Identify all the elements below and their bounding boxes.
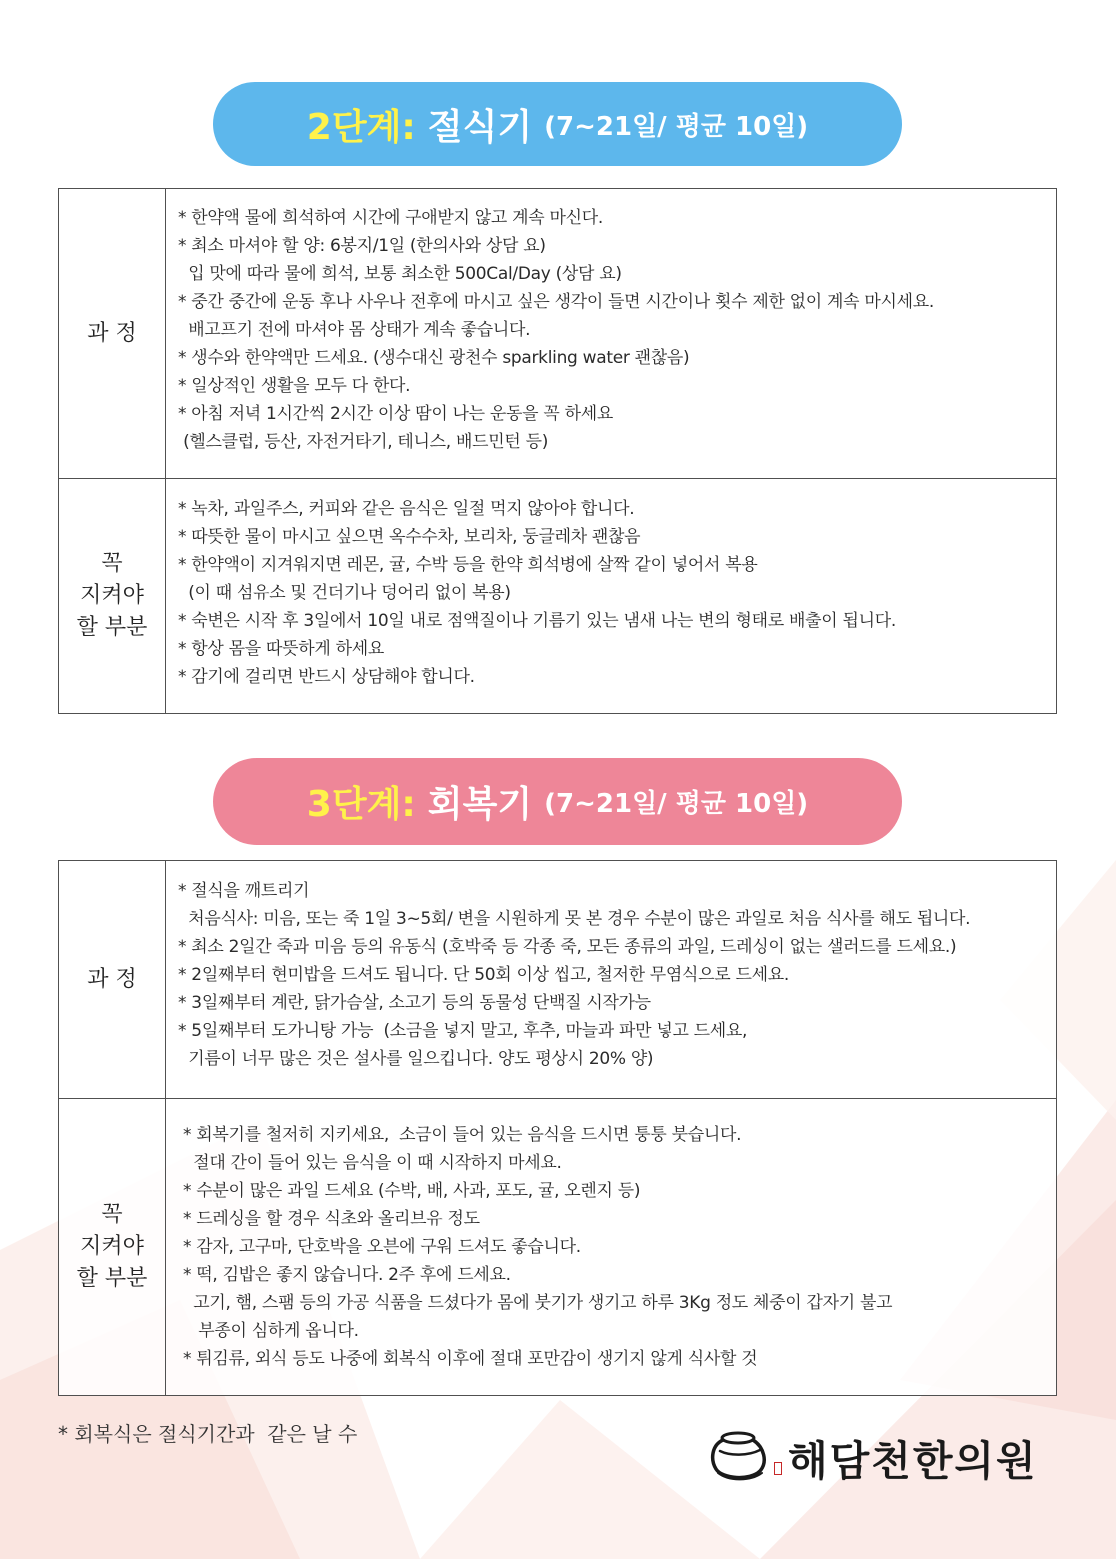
instruction-line: * 떡, 김밥은 좋지 않습니다. 2주 후에 드세요.: [183, 1265, 511, 1285]
instruction-line: * 최소 2일간 죽과 미음 등의 유동식 (호박죽 등 각종 죽, 모든 종류의 과일, 드레싱이 없는 샐러드를 드세요.): [178, 937, 957, 957]
stage-2-table: [58, 188, 1057, 714]
instruction-line: * 튀김류, 외식 등도 나중에 회복식 이후에 절대 포만감이 생기지 않게 식사할 것: [183, 1349, 758, 1369]
instruction-line: * 따뜻한 물이 마시고 싶으면 옥수수차, 보리차, 둥글레차 괜찮음: [178, 527, 641, 547]
process-row: [59, 861, 1056, 1098]
instruction-line: * 중간 중간에 운동 후나 사우나 전후에 마시고 싶은 생각이 들면 시간이나 횟수 제한 없이 계속 마시세요.: [178, 292, 934, 312]
instruction-line: * 드레싱을 할 경우 식초와 올리브유 정도: [183, 1209, 480, 1229]
instruction-line: 입 맛에 따라 물에 희석, 보통 최소한 500Cal/Day (상담 요): [178, 264, 622, 284]
instruction-line: 기름이 너무 많은 것은 설사를 일으킵니다. 양도 평상시 20% 양): [178, 1049, 654, 1069]
instruction-line: * 3일째부터 계란, 닭가슴살, 소고기 등의 동물성 단백질 시작가능: [178, 993, 651, 1013]
footnote: * 회복식은 절식기간과 같은 날 수: [58, 1422, 358, 1446]
instruction-line: 절대 간이 들어 있는 음식을 이 때 시작하지 마세요.: [183, 1153, 562, 1173]
process-row: [59, 189, 1056, 478]
row-header: [59, 1099, 166, 1395]
row-header: [59, 861, 166, 1098]
instruction-line: * 절식을 깨트리기: [178, 881, 310, 901]
row-header-line: 꼭: [101, 551, 123, 576]
stage-period: (7~21일/ 평균 10일): [544, 111, 809, 142]
instruction-line: * 숙변은 시작 후 3일에서 10일 내로 점액질이나 기름기 있는 냄새 나는 변의 형태로 배출이 됩니다.: [178, 611, 896, 631]
instruction-line: * 수분이 많은 과일 드세요 (수박, 배, 사과, 포도, 귤, 오렌지 등): [183, 1181, 641, 1201]
must-keep-row: [59, 478, 1056, 713]
row-content: [166, 1099, 1056, 1395]
stage-label: 2단계:: [306, 106, 416, 148]
row-header-line: 꼭: [101, 1202, 123, 1227]
stage-period: (7~21일/ 평균 10일): [544, 789, 809, 819]
instruction-line: * 감기에 걸리면 반드시 상담해야 합니다.: [178, 667, 475, 687]
instruction-line: * 감자, 고구마, 단호박을 오븐에 구워 드셔도 좋습니다.: [183, 1237, 581, 1257]
row-header-line: 할 부분: [76, 1266, 148, 1291]
instruction-line: 배고프기 전에 마셔야 몸 상태가 계속 좋습니다.: [178, 320, 531, 340]
instruction-line: (헬스클럽, 등산, 자전거타기, 테니스, 배드민턴 등): [178, 432, 549, 452]
seal-icon: [774, 1462, 782, 1475]
logo-text: 해담천한의원: [788, 1436, 1038, 1485]
instruction-line: * 최소 마셔야 할 양: 6봉지/1일 (한의사와 상담 요): [178, 236, 546, 256]
row-header-line: 지켜야: [80, 1234, 144, 1259]
instruction-line: * 한약액 물에 희석하여 시간에 구애받지 않고 계속 마신다.: [178, 208, 603, 228]
instruction-line: (이 때 섬유소 및 건더기나 덩어리 없이 복용): [178, 583, 511, 603]
stage-3-banner: [213, 758, 902, 845]
instruction-line: * 2일째부터 현미밥을 드셔도 됩니다. 단 50회 이상 씹고, 철저한 무염식으로 드세요.: [178, 965, 789, 985]
clinic-logo: [708, 1426, 1058, 1488]
row-content: [166, 189, 1056, 478]
row-header: [59, 479, 166, 713]
stage-2-banner: [213, 82, 902, 166]
instruction-line: * 아침 저녁 1시간씩 2시간 이상 땀이 나는 운동을 꼭 하세요: [178, 404, 613, 424]
instruction-line: * 녹차, 과일주스, 커피와 같은 음식은 일절 먹지 않아야 합니다.: [178, 499, 635, 519]
row-content: [166, 479, 1056, 713]
must-keep-row: [59, 1098, 1056, 1395]
pot-icon: [708, 1429, 772, 1485]
row-header-line: 할 부분: [76, 615, 148, 640]
instruction-line: * 회복기를 철저히 지키세요, 소금이 들어 있는 음식을 드시면 퉁퉁 붓습니다.: [183, 1125, 742, 1145]
instruction-line: 처음식사: 미음, 또는 죽 1일 3~5회/ 변을 시원하게 못 본 경우 수분이 많은 과일로 처음 식사를 해도 됩니다.: [178, 909, 971, 929]
instruction-line: * 항상 몸을 따뜻하게 하세요: [178, 639, 384, 659]
row-header-line: 지켜야: [80, 583, 144, 608]
instruction-line: * 한약액이 지겨워지면 레몬, 귤, 수박 등을 한약 희석병에 살짝 같이 넣어서 복용: [178, 555, 758, 575]
instruction-line: * 생수와 한약액만 드세요. (생수대신 광천수 sparkling water 괜찮음): [178, 348, 690, 368]
row-header-line: 과 정: [87, 320, 137, 346]
stage-name: 회복기: [427, 784, 533, 825]
row-header: [59, 189, 166, 478]
instruction-line: 고기, 햄, 스팸 등의 가공 식품을 드셨다가 몸에 붓기가 생기고 하루 3Kg 정도 체중이 갑자기 불고: [183, 1293, 893, 1313]
stage-name: 절식기: [427, 106, 533, 148]
row-content: [166, 861, 1056, 1098]
instruction-line: 부종이 심하게 옵니다.: [183, 1321, 359, 1341]
row-header-line: 과 정: [87, 966, 137, 992]
stage-label: 3단계:: [306, 784, 416, 825]
stage-3-table: [58, 860, 1057, 1396]
instruction-line: * 5일째부터 도가니탕 가능 (소금을 넣지 말고, 후추, 마늘과 파만 넣고 드세요,: [178, 1021, 748, 1041]
instruction-line: * 일상적인 생활을 모두 다 한다.: [178, 376, 411, 396]
